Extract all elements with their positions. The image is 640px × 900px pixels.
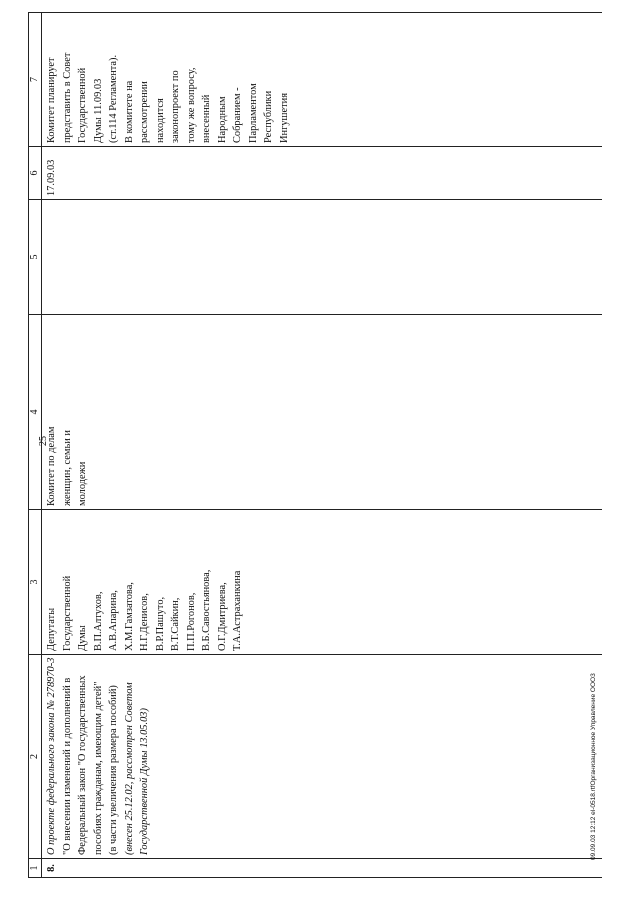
author-line: П.П.Рогонов, (185, 592, 197, 651)
committee-line: женщин, семьи и (61, 430, 73, 506)
bill-title-line: (в части увеличения размера пособий) (108, 685, 119, 855)
bill-title-line: "О внесении изменений и дополнений в (61, 677, 73, 855)
remarks-cell (42, 13, 602, 147)
author-line: Н.Г.Денисов, (139, 593, 150, 651)
authors-cell (42, 510, 602, 655)
author-line: О.Г.Дмитриева, (216, 582, 228, 651)
remark-line: внесенный (201, 94, 212, 143)
remark-line: Комитет планирует (46, 57, 57, 143)
remark-line: рассмотрении (139, 81, 150, 143)
header-row (29, 13, 42, 878)
date-cell: 17.09.03 (42, 147, 602, 200)
header-col-4: 4 (29, 315, 42, 510)
remark-line: Республики (263, 90, 274, 143)
bill-title-line: О проекте федерального закона № 278970-3 (46, 657, 57, 855)
author-line: А.В.Апарина, (108, 590, 119, 651)
author-line: Думы (77, 625, 88, 651)
col5-cell (42, 200, 602, 315)
remark-line: Собранием - (232, 87, 243, 143)
committee-line: Комитет по делам (46, 426, 57, 506)
header-col-6: 6 (29, 147, 42, 200)
legislation-table (28, 12, 602, 878)
page-number: 25 (38, 436, 49, 446)
header-col-2: 2 (29, 655, 42, 859)
header-col-5: 5 (29, 200, 42, 315)
remark-line: Ингушетия (278, 92, 290, 143)
bill-title-cell (42, 655, 602, 859)
bill-note-line: Государственной Думы 13.05.03) (139, 708, 150, 855)
remark-line: тому же вопросу, (185, 67, 197, 143)
remark-line: Парламентом (247, 83, 259, 143)
author-line: В.Б.Савостьянова, (201, 569, 212, 651)
remark-line: Народным (216, 96, 228, 143)
committee-line: молодежи (77, 461, 88, 506)
bill-title-line: Федеральный закон "О государственных (77, 675, 88, 855)
header-col-7: 7 (29, 13, 42, 147)
legislation-table-container (28, 26, 618, 878)
remark-line: Думы 11.09.03 (92, 78, 104, 143)
author-line: В.Р.Пашуто, (154, 596, 166, 651)
remark-line: законопроект по (170, 70, 181, 143)
remark-line: Государственной (77, 67, 88, 143)
committee-cell (42, 315, 602, 510)
bill-note-line: (внесен 25.12.02, рассмотрен Советом (123, 682, 135, 855)
author-line: В.Т.Сайкин, (170, 597, 181, 651)
document-footer: 09.09.03 12:12 el-0518.rtfОрганизационное Управление ООО3 (590, 673, 597, 860)
remark-line: находится (154, 98, 166, 143)
header-col-3: 3 (29, 510, 42, 655)
author-line: Депутаты (46, 607, 57, 651)
author-line: В.П.Алтухов, (92, 591, 104, 651)
header-col-1: 1 (29, 859, 42, 878)
remark-line: представить в Совет (61, 52, 73, 143)
author-line: Т.А.Астраханкина (232, 570, 243, 651)
row-number: 8. (42, 859, 602, 878)
table-row (42, 13, 602, 878)
remark-line: (ст.114 Регламента). (108, 54, 119, 143)
author-line: Х.М.Гамзатова, (123, 582, 135, 651)
bill-title-line: пособиях гражданам, имеющим детей" (92, 681, 104, 855)
author-line: Государственной (61, 575, 73, 651)
remark-line: В комитете на (123, 80, 135, 143)
